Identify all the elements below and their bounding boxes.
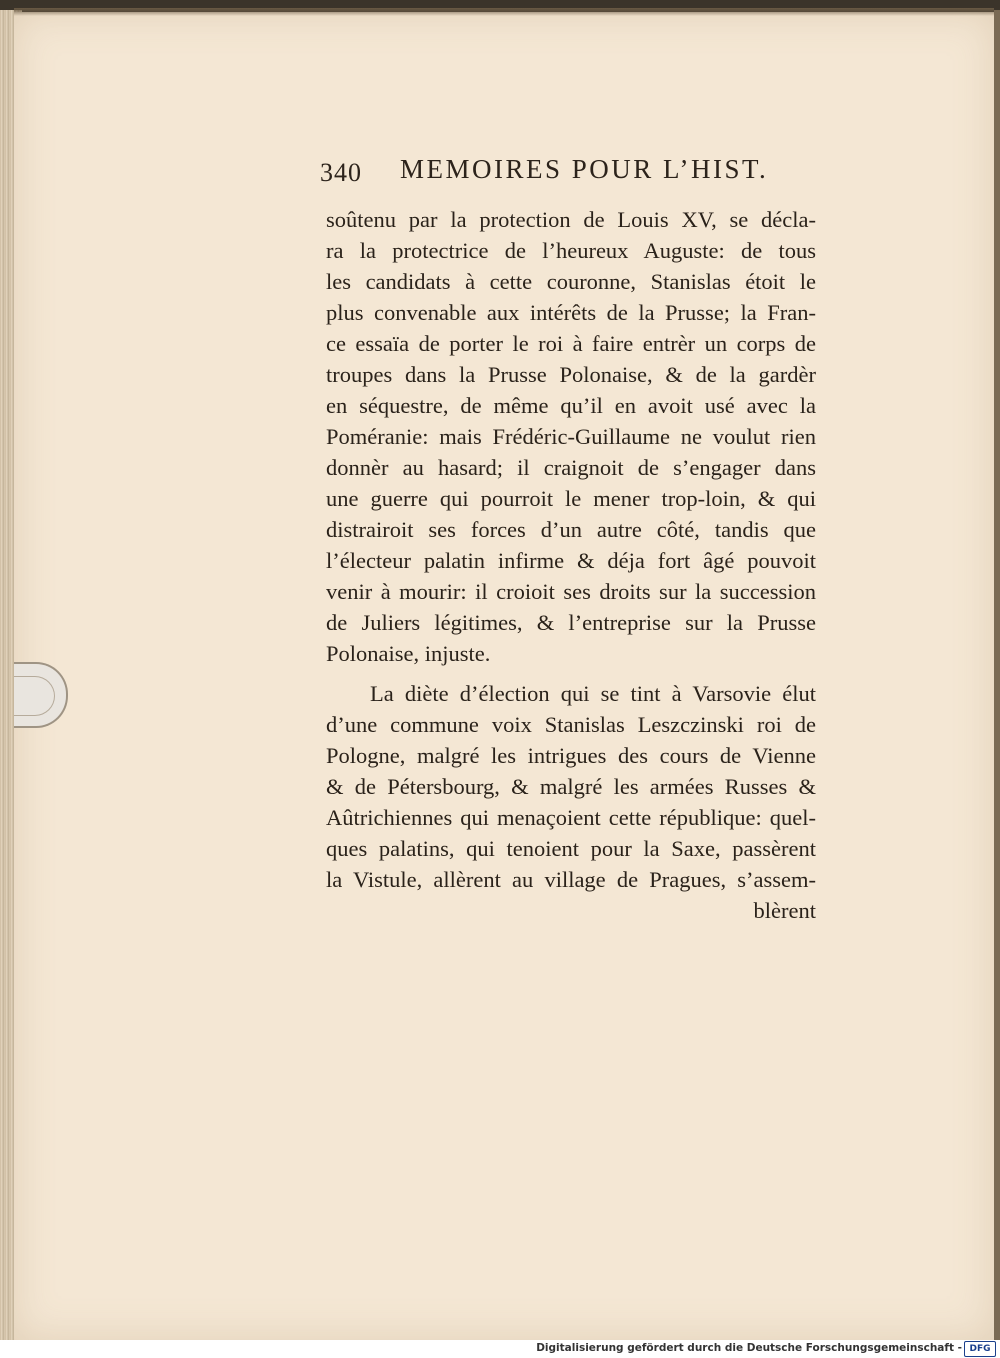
catchword: blèrent (753, 898, 816, 923)
text-line: & de Pétersbourg, & malgré les armées Russes & (326, 774, 816, 799)
text-line: Pologne, malgré les intrigues des cours de Vienne (326, 743, 816, 768)
digitization-credit: Digitalisierung gefördert durch die Deutsche Forschungsgemeinschaft - (536, 1342, 962, 1354)
text-line: ques palatins, qui tenoient pour la Saxe, passèrent (326, 836, 816, 861)
text-line: Aûtrichiennes qui menaçoient cette république: quel- (326, 805, 816, 830)
text-line: d’une commune voix Stanislas Leszczinski roi de (326, 712, 816, 737)
text-line: donnèr au hasard; il craignoit de s’engager dans (326, 455, 816, 480)
text-line: distrairoit ses forces d’un autre côté, tandis que (326, 517, 816, 542)
running-title: MEMOIRES POUR L’HIST. (400, 154, 769, 184)
text-line: une guerre qui pourroit le mener trop-loin, & qui (326, 486, 816, 511)
text-line: ra la protectrice de l’heureux Auguste: de tous (326, 238, 816, 263)
text-line: de Juliers légitimes, & l’entreprise sur la Prusse (326, 610, 816, 635)
body-text (326, 204, 816, 926)
text-line: l’électeur palatin infirme & déja fort âgé pouvoit (326, 548, 816, 573)
text-line: venir à mourir: il croioit ses droits sur la succession (326, 579, 816, 604)
text-line: La diète d’élection qui se tint à Varsovie élut (370, 681, 816, 706)
text-line: Poméranie: mais Frédéric-Guillaume ne voulut rien (326, 424, 816, 449)
text-line: ce essaïa de porter le roi à faire entrèr un corps de (326, 331, 816, 356)
text-line: en séquestre, de même qu’il en avoit usé avec la (326, 393, 816, 418)
page-right-edge (994, 10, 1000, 1340)
page-number: 340 (320, 158, 362, 187)
page-top-shadow (14, 8, 994, 16)
text-line: soûtenu par la protection de Louis XV, se décla- (326, 207, 816, 232)
text-line: plus convenable aux intérêts de la Prusse; la Fran- (326, 300, 816, 325)
dfg-logo: DFG (964, 1341, 996, 1357)
text-line: Polonaise, injuste. (326, 641, 491, 666)
text-line: la Vistule, allèrent au village de Pragues, s’assem- (326, 867, 816, 892)
page-header (320, 152, 820, 196)
text-line: troupes dans la Prusse Polonaise, & de la gardèr (326, 362, 816, 387)
text-line: les candidats à cette couronne, Stanislas étoit le (326, 269, 816, 294)
